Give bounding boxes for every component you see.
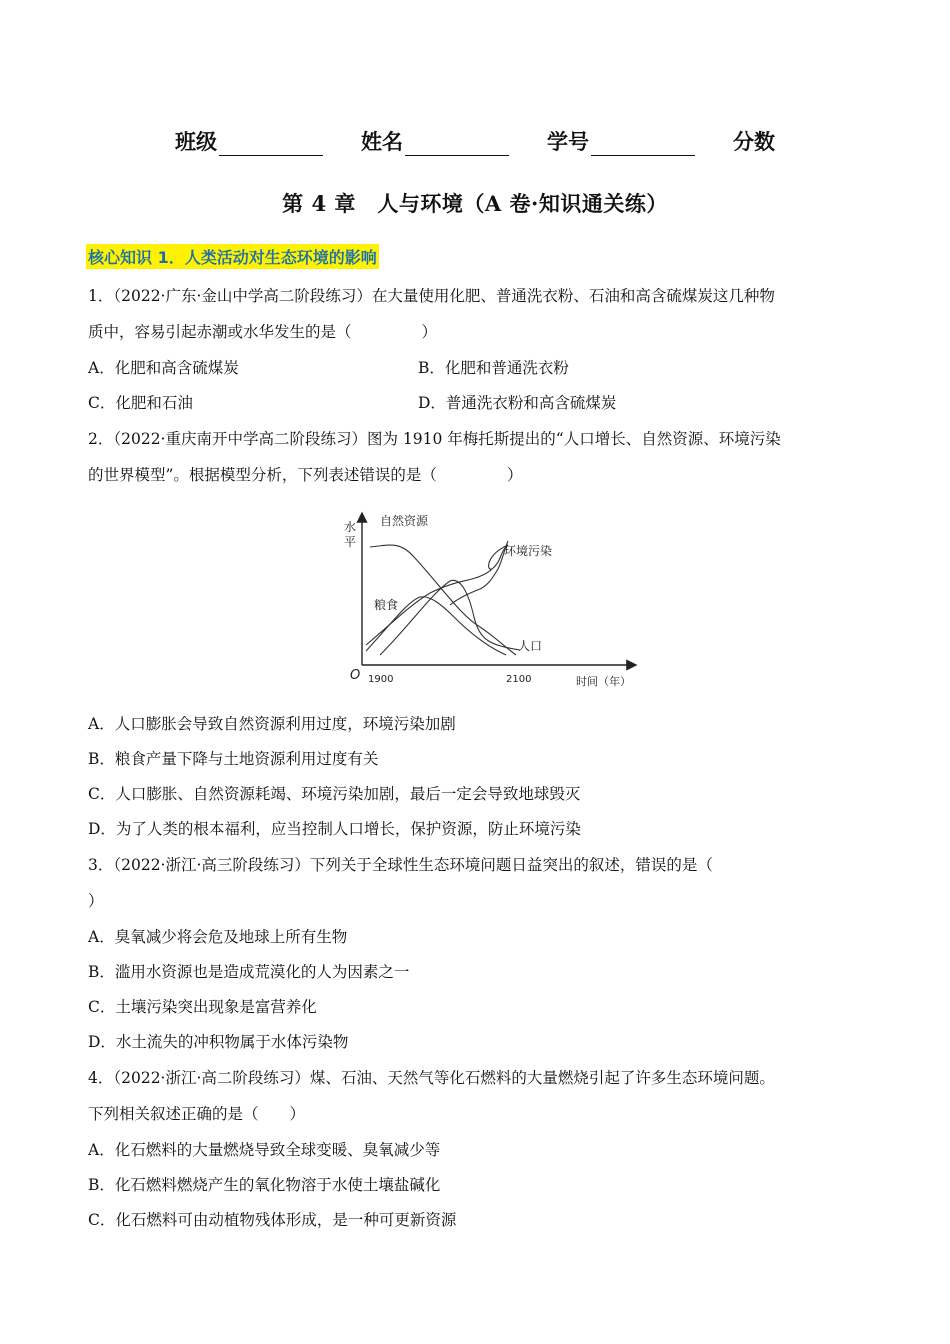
q1-option-d: D．普通洗衣粉和高含硫煤炭 [418, 394, 617, 412]
q3-stem-line1: 3．（2022·浙江·高三阶段练习）下列关于全球性生态环境问题日益突出的叙述，错误的是（ [88, 856, 713, 874]
q3-option-c: C．土壤污染突出现象是富营养化 [88, 998, 317, 1016]
q4-stem-line1: 4．（2022·浙江·高二阶段练习）煤、石油、天然气等化石燃料的大量燃烧引起了许多生态环境问题。 [88, 1069, 775, 1087]
q2-option-d: D．为了人类的根本福利，应当控制人口增长，保护资源，防止环境污染 [88, 820, 581, 838]
q2-paren-close: ） [506, 466, 523, 484]
class-blank [219, 135, 323, 156]
name-blank [405, 135, 509, 156]
class-label: 班级 [175, 129, 217, 154]
q4-option-b: B．化石燃料燃烧产生的氧化物溶于水使土壤盐碱化 [88, 1176, 441, 1194]
label-population: 人口 [518, 639, 543, 653]
id-blank [591, 135, 695, 156]
page-title: 第 4 章 人与环境（A 卷·知识通关练） [282, 191, 668, 216]
score-field [733, 126, 775, 156]
q1-option-c: C．化肥和石油 [88, 394, 193, 412]
q1-option-b: B．化肥和普通洗衣粉 [418, 359, 569, 377]
section-heading-1: 核心知识 1．人类活动对生态环境的影响 [86, 244, 379, 269]
id-label: 学号 [547, 129, 589, 154]
q2-option-a: A．人口膨胀会导致自然资源利用过度，环境污染加剧 [88, 715, 456, 733]
q3-option-b: B．滥用水资源也是造成荒漠化的人为因素之一 [88, 963, 410, 981]
x-tick-1900: 1900 [368, 674, 394, 685]
q1-option-a: A．化肥和高含硫煤炭 [88, 359, 239, 377]
curve-environmental-pollution [366, 545, 508, 645]
q1-stem-text: 质中，容易引起赤潮或水华发生的是（ [88, 323, 352, 341]
x-axis-label: 时间（年） [576, 675, 631, 688]
y-axis-label-1: 水 [344, 520, 357, 534]
class-field [175, 126, 323, 156]
name-label: 姓名 [361, 129, 403, 154]
name-field [361, 126, 509, 156]
curve-pollution-rise [450, 541, 508, 605]
q2-stem-line1: 2．（2022·重庆南开中学高二阶段练习）图为 1910 年梅托斯提出的“人口增长、自然资源、环境污染 [88, 430, 781, 448]
label-food: 粮食 [374, 598, 399, 612]
origin-label: O [350, 668, 361, 683]
q4-option-a: A．化石燃料的大量燃烧导致全球变暖、臭氧减少等 [88, 1141, 441, 1159]
world-model-figure [330, 505, 650, 690]
q2-stem-line2 [88, 463, 522, 485]
label-environmental-pollution: 环境污染 [504, 544, 553, 558]
x-tick-2100: 2100 [506, 674, 532, 685]
q2-option-b: B．粮食产量下降与土地资源利用过度有关 [88, 750, 379, 768]
label-natural-resources: 自然资源 [380, 514, 429, 528]
score-label: 分数 [733, 129, 775, 154]
q2-stem-text: 的世界模型”。根据模型分析，下列表述错误的是（ [88, 466, 437, 484]
curve-population [380, 580, 520, 655]
q4-option-c: C．化石燃料可由动植物残体形成，是一种可更新资源 [88, 1211, 457, 1229]
q3-option-d: D．水土流失的冲积物属于水体污染物 [88, 1033, 349, 1051]
q4-stem-line2: 下列相关叙述正确的是（ ） [88, 1105, 306, 1123]
q3-option-a: A．臭氧减少将会危及地球上所有生物 [88, 928, 348, 946]
q2-option-c: C．人口膨胀、自然资源耗竭、环境污染加剧，最后一定会导致地球毁灭 [88, 785, 581, 803]
student-info-row [0, 126, 950, 156]
y-axis-label-2: 平 [344, 535, 357, 549]
q1-stem-line2 [88, 320, 437, 342]
q3-stem-line2: ） [88, 892, 104, 910]
q1-paren-close: ） [421, 323, 438, 341]
q1-stem-line1: 1．（2022·广东·金山中学高二阶段练习）在大量使用化肥、普通洗衣粉、石油和高含硫煤炭这几种物 [88, 287, 775, 305]
id-field [547, 126, 695, 156]
